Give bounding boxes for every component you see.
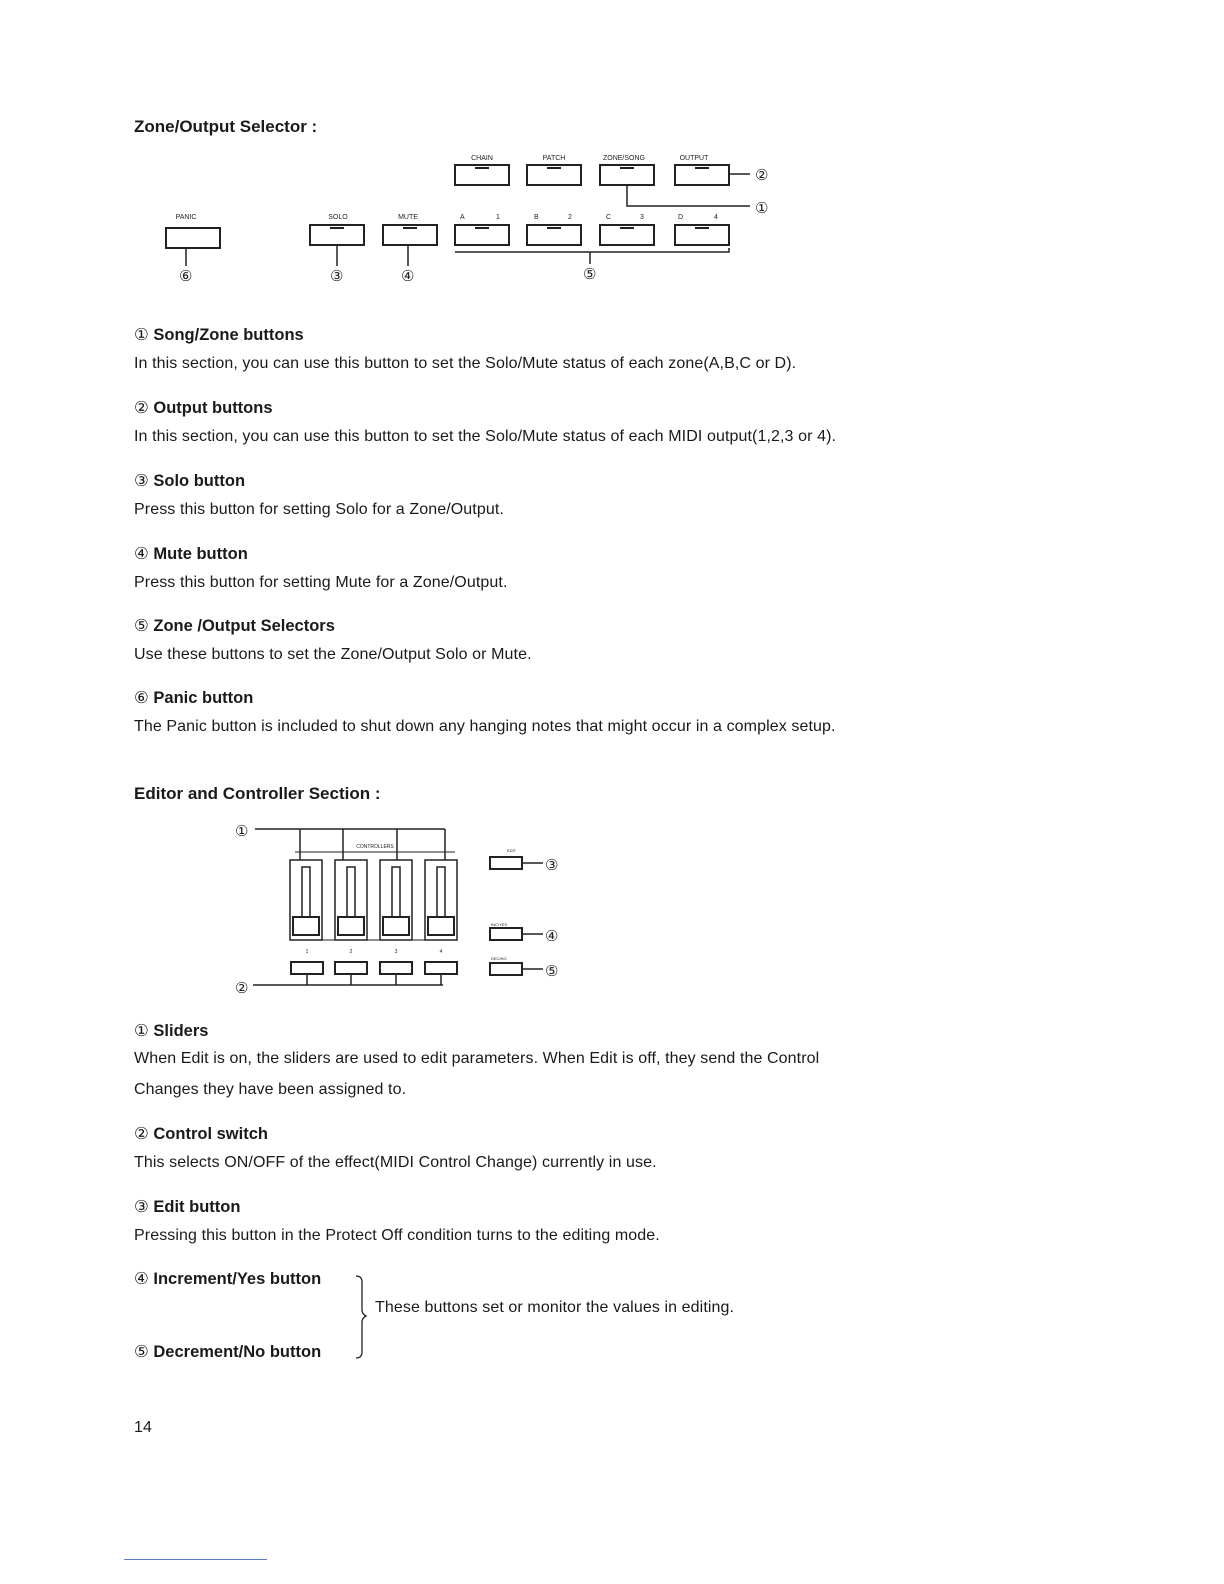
editor-item-3-head: ③ Edit button [134,1198,241,1216]
mute-label: MUTE [398,214,418,221]
chain-label: CHAIN [471,155,493,162]
editor-item-2-body: This selects ON/OFF of the effect(MIDI Control Change) currently in use. [134,1154,657,1171]
slider-number-1: 1 [305,949,309,955]
callout-4: ④ [401,268,415,285]
zone-item-5-head: ⑤ Zone /Output Selectors [134,617,335,635]
solo-label: SOLO [328,214,348,221]
callout-2: ② [755,167,769,184]
editor-item-5-head: ⑤ Decrement/No button [134,1343,322,1361]
control-switch-1[interactable] [291,962,323,974]
inc-yes-label: INC/YES [491,922,508,927]
zone-item-6-body: The Panic button is included to shut down any hanging notes that might occur in a complex setup. [134,718,836,735]
zone-section-title: Zone/Output Selector : [134,117,318,136]
editor-item-3-body: Pressing this button in the Protect Off condition turns to the editing mode. [134,1227,660,1244]
dec-no-button[interactable] [490,963,522,975]
selector-4-label: 4 [714,214,718,221]
zone-item-3-head: ③ Solo button [134,472,246,490]
slider-1[interactable] [290,860,322,940]
editor-callout-4: ④ [545,928,559,945]
editor-item-1-body-line1: When Edit is on, the sliders are used to edit parameters. When Edit is off, they send the Control [134,1050,820,1067]
selector-a-label: A [460,214,465,221]
zone-item-2-head: ② Output buttons [134,399,273,417]
slider-number-4: 4 [439,949,443,955]
bottom-rule [124,1559,267,1560]
selector-2-label: 2 [568,214,572,221]
slider-number-2: 2 [349,949,353,955]
zone-song-label: ZONE/SONG [602,155,646,162]
callout-1: ① [755,200,769,217]
selector-c-label: C [606,214,612,221]
zone-item-5-body: Use these buttons to set the Zone/Output Solo or Mute. [134,646,532,663]
selector-3-label: 3 [640,214,644,221]
selector-1-label: 1 [496,214,500,221]
patch-label: PATCH [542,155,566,162]
edit-button[interactable] [490,857,522,869]
zone-item-1-head: ① Song/Zone buttons [134,326,304,344]
editor-item-2-head: ② Control switch [134,1125,268,1143]
output-label: OUTPUT [679,155,709,162]
zone-item-6-head: ⑥ Panic button [134,689,254,707]
control-switch-4[interactable] [425,962,457,974]
zone-item-4-body: Press this button for setting Mute for a Zone/Output. [134,574,508,591]
zone-item-2-body: In this section, you can use this button to set the Solo/Mute status of each MIDI output(1,2,3 or 4). [134,428,837,445]
editor-diagram [225,815,585,1000]
zone-item-3-body: Press this button for setting Solo for a Zone/Output. [134,501,504,518]
editor-callout-5: ⑤ [545,963,559,980]
slider-2[interactable] [335,860,367,940]
zone-output-diagram [130,140,810,300]
pair-bracket [354,1274,368,1360]
editor-callout-2: ② [235,980,249,997]
panic-button[interactable] [166,228,220,248]
panic-label: PANIC [175,214,197,221]
selector-b-label: B [534,214,539,221]
zone-item-1-body: In this section, you can use this button to set the Solo/Mute status of each zone(A,B,C or D). [134,355,797,372]
editor-item-4-head: ④ Increment/Yes button [134,1270,322,1288]
callout-3: ③ [330,268,344,285]
control-switch-3[interactable] [380,962,412,974]
slider-number-3: 3 [394,949,398,955]
selector-d-label: D [678,214,684,221]
dec-no-label: DEC/NO [491,956,507,961]
zone-item-4-head: ④ Mute button [134,545,248,563]
editor-callout-3: ③ [545,857,559,874]
controllers-label: CONTROLLERS [356,844,394,850]
edit-label: EDIT [507,848,517,853]
callout-6: ⑥ [179,268,193,285]
editor-callout-1: ① [235,823,249,840]
slider-3[interactable] [380,860,412,940]
page-number: 14 [134,1419,152,1436]
callout-5: ⑤ [583,266,597,283]
editor-item-1-head: ① Sliders [134,1022,209,1040]
inc-yes-button[interactable] [490,928,522,940]
control-switch-2[interactable] [335,962,367,974]
slider-4[interactable] [425,860,457,940]
editor-item-1-body-line2: Changes they have been assigned to. [134,1081,407,1098]
pair-body: These buttons set or monitor the values in editing. [375,1299,735,1316]
editor-section-title: Editor and Controller Section : [134,784,381,803]
